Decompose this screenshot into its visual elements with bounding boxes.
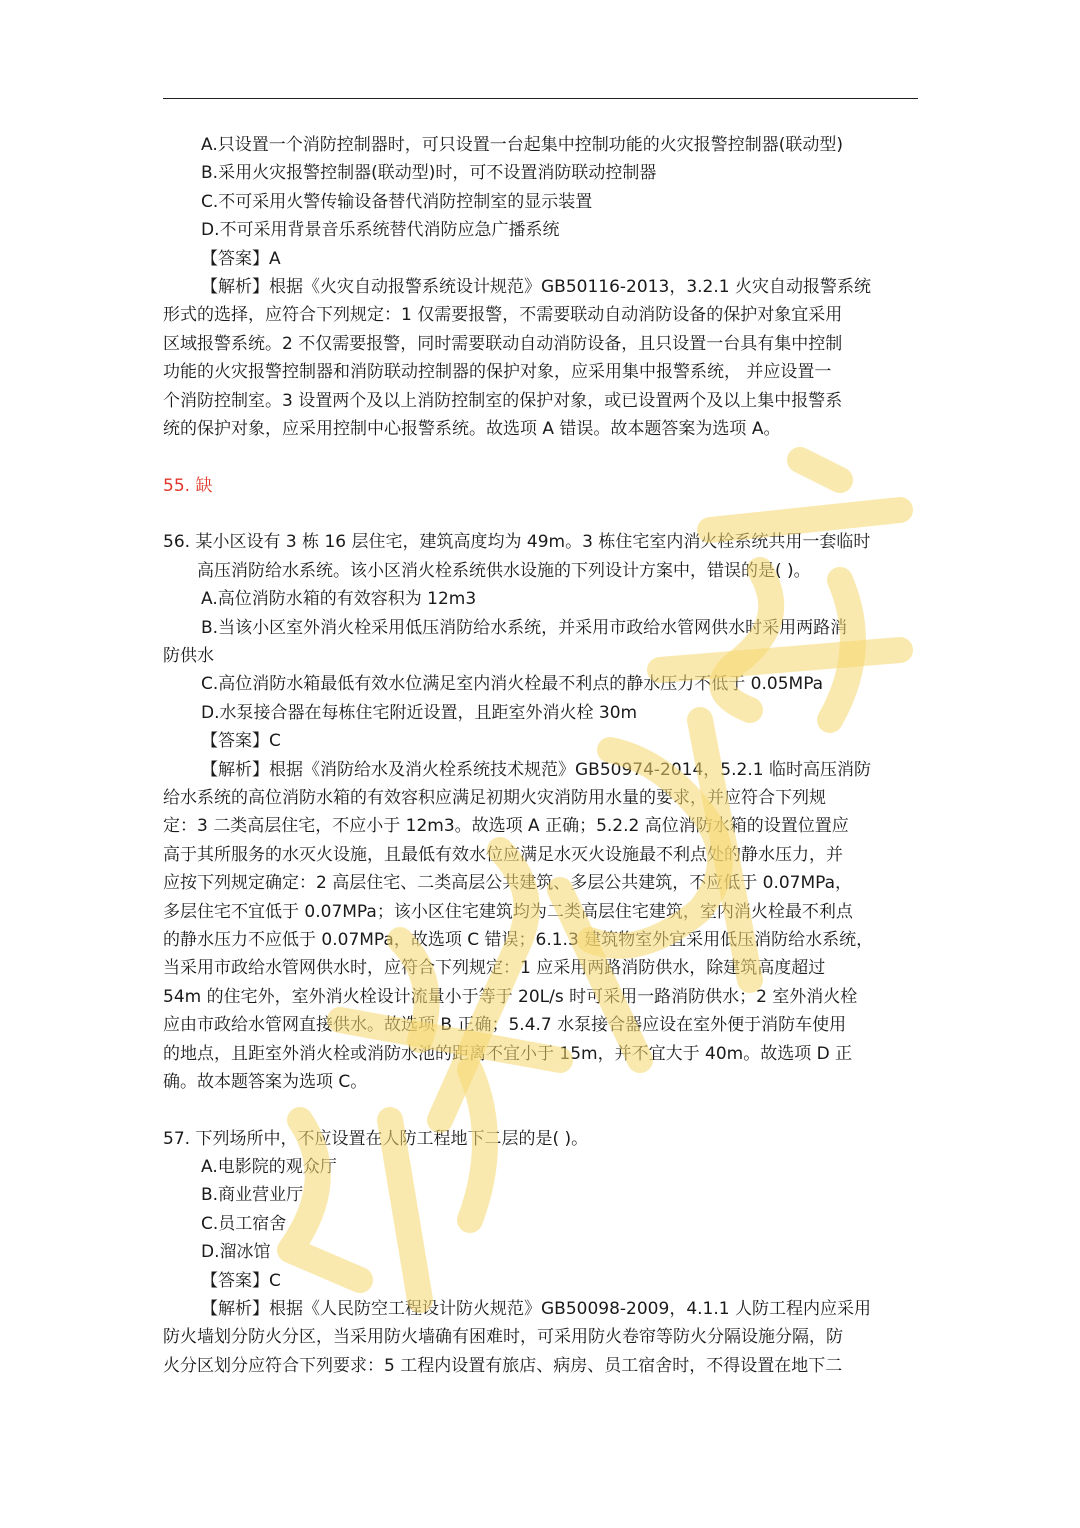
q57-option-b: B.商业营业厅: [201, 1185, 304, 1206]
q56-stem-line: 56. 某小区设有 3 栋 16 层住宅，建筑高度均为 49m。3 栋住宅室内消火栓系统共用一套临时: [163, 532, 871, 553]
question-56: [163, 528, 918, 1096]
q56-analysis-line: 高于其所服务的水灭火设施，且最低有效水位应满足水灭火设施最不利点处的静水压力，并: [163, 844, 843, 865]
q54-option-a: A.只设置一个消防控制器时，可只设置一台起集中控制功能的火灾报警控制器(联动型): [201, 135, 843, 155]
q56-analysis-line: 应由市政给水管网直接供水。故选项 B 正确；5.4.7 水泵接合器应设在室外便于消防车使用: [163, 1015, 847, 1036]
q56-option-b: B.当该小区室外消火栓采用低压消防给水系统，并采用市政给水管网供水时采用两路消: [201, 617, 848, 638]
q56-option-d: D.水泵接合器在每栋住宅附近设置，且距室外消火栓 30m: [201, 702, 638, 723]
document-body: [163, 131, 918, 1380]
q56-analysis-line: 多层住宅不宜低于 0.07MPa；该小区住宅建筑均为二类高层住宅建筑，室内消火栓最不利点: [163, 901, 853, 922]
q54-analysis-line: 个消防控制室。3 设置两个及以上消防控制室的保护对象，或已设置两个及以上集中报警系: [163, 390, 843, 411]
q56-option-a: A.高位消防水箱的有效容积为 12m3: [201, 589, 477, 610]
header-rule: [163, 98, 918, 99]
q56-analysis-line: 给水系统的高位消防水箱的有效容积应满足初期火灾消防用水量的要求，并应符合下列规: [163, 787, 826, 808]
q56-analysis-line: 的静水压力不应低于 0.07MPa，故选项 C 错误；6.1.3 建筑物室外宜采用低压消防给水系统，: [163, 929, 874, 950]
q56-analysis-line: 的地点，且距室外消火栓或消防水池的距离不宜小于 15m，并不宜大于 40m。故选项 D 正: [163, 1043, 853, 1064]
q56-option-b-cont: 防供水: [163, 646, 214, 667]
q57-option-a: A.电影院的观众厅: [201, 1157, 337, 1178]
q56-analysis-line: 54m 的住宅外，室外消火栓设计流量小于等于 20L/s 时可采用一路消防供水；2 室外消火栓: [163, 986, 858, 1007]
q54-option-c: C.不可采用火警传输设备替代消防控制室的显示装置: [201, 191, 593, 212]
q54-answer: 【答案】A: [201, 248, 281, 269]
q55-missing-note: 55. 缺: [163, 475, 213, 496]
q56-stem-line: 高压消防给水系统。该小区消火栓系统供水设施的下列设计方案中，错误的是( )。: [197, 560, 811, 581]
q54-option-b: B.采用火灾报警控制器(联动型)时，可不设置消防联动控制器: [201, 163, 657, 184]
q54-analysis-line: 统的保护对象，应采用控制中心报警系统。故选项 A 错误。故本题答案为选项 A。: [163, 418, 781, 439]
q54-analysis-line: 功能的火灾报警控制器和消防联动控制器的保护对象，应采用集中报警系统， 并应设置一: [163, 362, 832, 383]
question-57: [163, 1125, 918, 1381]
q57-stem: 57. 下列场所中，不应设置在人防工程地下二层的是( )。: [163, 1128, 589, 1149]
q54-analysis-line: 区域报警系统。2 不仅需要报警，同时需要联动自动消防设备，且只设置一台具有集中控制: [163, 333, 843, 354]
q57-answer: 【答案】C: [201, 1270, 281, 1291]
question-54: [163, 131, 918, 443]
q56-answer: 【答案】C: [201, 731, 281, 752]
q56-analysis-line: 【解析】根据《消防给水及消火栓系统技术规范》GB50974-2014，5.2.1 临时高压消防: [201, 759, 871, 780]
q57-option-c: C.员工宿舍: [201, 1213, 287, 1234]
q54-analysis-line: 【解析】根据《火灾自动报警系统设计规范》GB50116-2013，3.2.1 火灾自动报警系统: [201, 276, 871, 297]
q56-option-c: C.高位消防水箱最低有效水位满足室内消火栓最不利点的静水压力不低于 0.05MPa: [201, 674, 824, 695]
q57-option-d: D.溜冰馆: [201, 1242, 271, 1263]
q54-analysis-line: 形式的选择，应符合下列规定：1 仅需要报警，不需要联动自动消防设备的保护对象宜采用: [163, 305, 843, 326]
q56-analysis-line: 定：3 二类高层住宅，不应小于 12m3。故选项 A 正确；5.2.2 高位消防水箱的设置位置应: [163, 816, 849, 837]
q57-analysis-line: 【解析】根据《人民防空工程设计防火规范》GB50098-2009，4.1.1 人防工程内应采用: [201, 1299, 871, 1320]
q56-analysis-line: 确。故本题答案为选项 C。: [163, 1071, 368, 1092]
q57-analysis-line: 火分区划分应符合下列要求：5 工程内设置有旅店、病房、员工宿舍时，不得设置在地下二: [163, 1355, 843, 1376]
q56-analysis-line: 当采用市政给水管网供水时，应符合下列规定：1 应采用两路消防供水，除建筑高度超过: [163, 958, 826, 979]
q56-analysis-line: 应按下列规定确定：2 高层住宅、二类高层公共建筑、多层公共建筑，不应低于 0.07MPa，: [163, 873, 853, 894]
q54-option-d: D.不可采用背景音乐系统替代消防应急广播系统: [201, 220, 560, 241]
q57-analysis-line: 防火墙划分防火分区，当采用防火墙确有困难时，可采用防火卷帘等防火分隔设施分隔，防: [163, 1327, 843, 1348]
